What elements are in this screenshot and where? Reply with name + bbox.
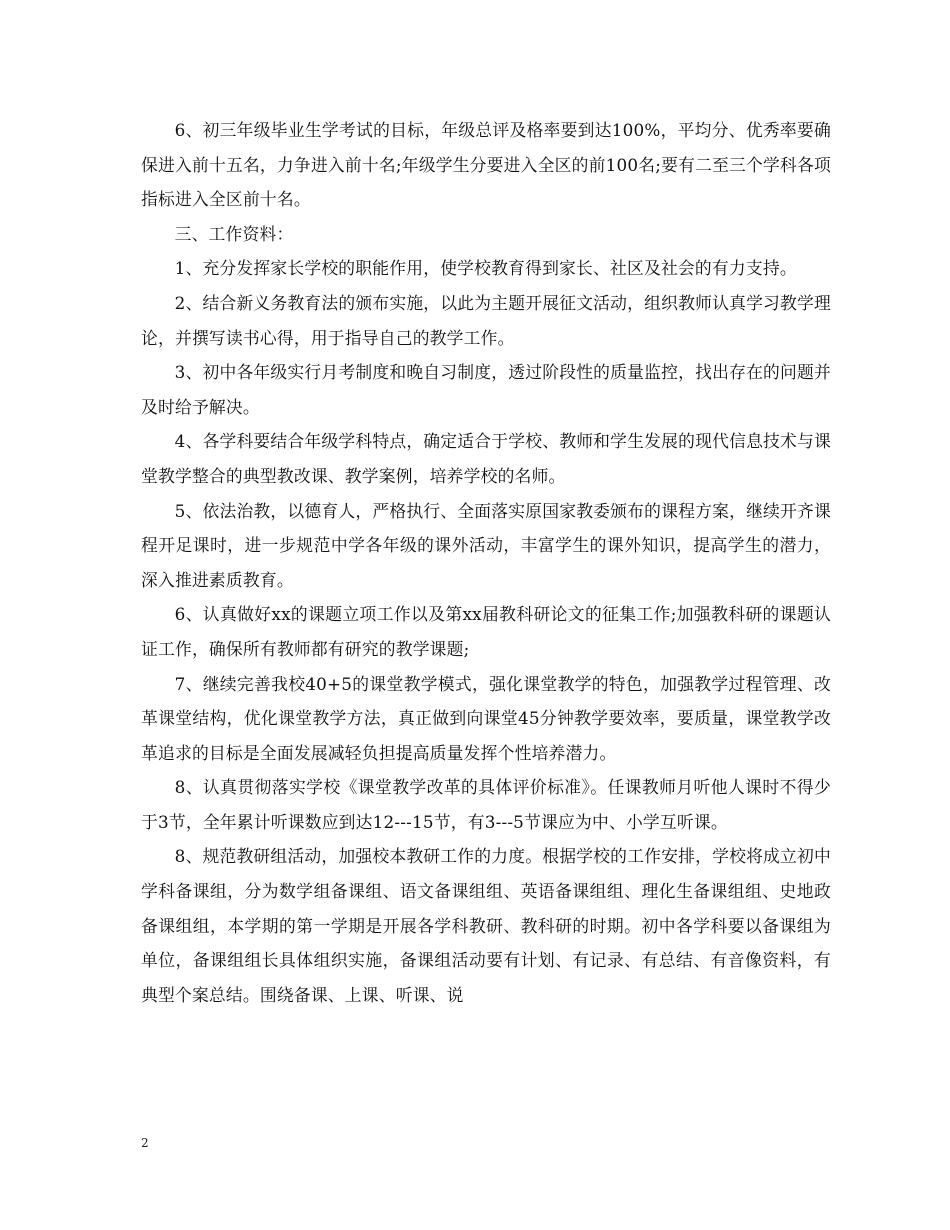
paragraph-item-4: 4、各学科要结合年级学科特点，确定适合于学校、教师和学生发展的现代信息技术与课堂教学整合的典型教改课、教学案例，培养学校的名师。 <box>141 431 831 486</box>
paragraph-item-5: 5、依法治教，以德育人，严格执行、全面落实原国家教委颁布的课程方案，继续开齐课程开足课时，进一步规范中学各年级的课外活动，丰富学生的课外知识，提高学生的潜力，深入推进素质教育。 <box>141 500 831 590</box>
section-heading-work-content: 三、工作资料： <box>174 223 294 244</box>
paragraph-item-8a: 8、认真贯彻落实学校《课堂教学改革的具体评价标准》。任课教师月听他人课时不得少于3节，全年累计听课数应到达12---15节，有3---5节课应为中、小学互听课。 <box>141 777 831 832</box>
paragraph-item-6: 6、认真做好xx的课题立项工作以及第xx届教科研论文的征集工作;加强教科研的课题认证工作，确保所有教师都有研究的教学课题; <box>141 604 831 659</box>
paragraph-item-8b: 8、规范教研组活动，加强校本教研工作的力度。根据学校的工作安排，学校将成立初中学科备课组，分为数学组备课组、语文备课组组、英语备课组组、理化生备课组组、史地政备课组组，本学期的第一学期是开展各学科教研、教科研的时期。初中各学科要以备课组为单位，备课组组长具体组织实施，备课组活动要有计划、有记录、有总结、有音像资料，有典型个案总结。围绕备课、上课、听课、说 <box>141 846 831 1005</box>
page-number: 2 <box>141 1136 149 1150</box>
paragraph-item-2: 2、结合新义务教育法的颁布实施，以此为主题开展征文活动，组织教师认真学习教学理论，并撰写读书心得，用于指导自己的教学工作。 <box>141 292 831 348</box>
paragraph-item-3: 3、初中各年级实行月考制度和晚自习制度，透过阶段性的质量监控，找出存在的问题并及时给予解决。 <box>141 362 831 417</box>
paragraph-goal-6: 6、初三年级毕业生学考试的目标，年级总评及格率要到达100%，平均分、优秀率要确保进入前十五名，力争进入前十名;年级学生分要进入全区的前100名;要有二至三个学科各项指标进入全区前十名。 <box>141 120 831 210</box>
document-body <box>141 113 831 1012</box>
paragraph-item-1: 1、充分发挥家长学校的职能作用，使学校教育得到家长、社区及社会的有力支持。 <box>174 258 797 279</box>
paragraph-item-7: 7、继续完善我校40+5的课堂教学模式，强化课堂教学的特色，加强教学过程管理、改革课堂结构，优化课堂教学方法，真正做到向课堂45分钟教学要效率，要质量，课堂教学改革追求的目标是全面发展减轻负担提高质量发挥个性培养潜力。 <box>141 673 831 763</box>
